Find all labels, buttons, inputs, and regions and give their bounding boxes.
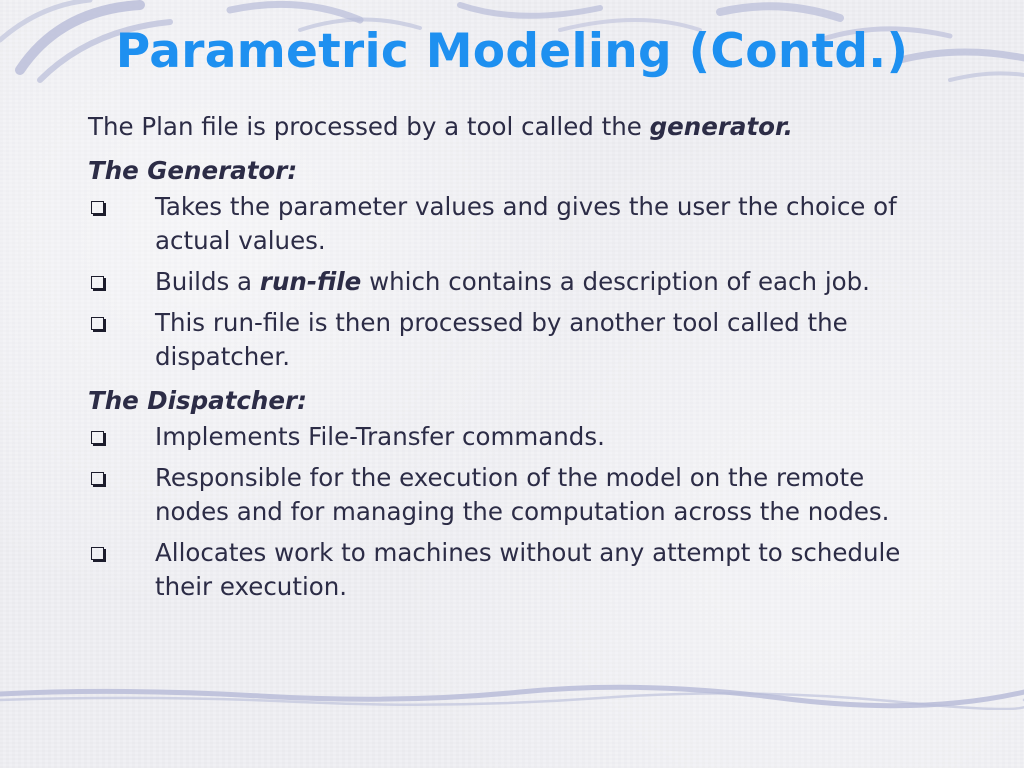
list-item bbox=[88, 461, 928, 529]
hollow-square-bullet-icon bbox=[91, 276, 104, 289]
list-item bbox=[88, 536, 928, 604]
intro-text: The Plan file is processed by a tool called the bbox=[88, 112, 650, 141]
list-item bbox=[88, 420, 928, 454]
section-heading-generator: The Generator: bbox=[88, 156, 298, 185]
run-file-emphasis: run-file bbox=[259, 267, 362, 296]
bullet-text: Allocates work to machines without any attempt to schedule their execution. bbox=[155, 538, 901, 601]
hollow-square-bullet-icon bbox=[91, 547, 104, 560]
bullet-text: Implements File-Transfer commands. bbox=[155, 422, 605, 451]
hollow-square-bullet-icon bbox=[91, 431, 104, 444]
slide-body bbox=[88, 110, 928, 614]
hollow-square-bullet-icon bbox=[91, 472, 104, 485]
generator-bullet-list bbox=[88, 190, 928, 374]
generator-emphasis: generator. bbox=[649, 112, 793, 141]
bullet-text: Responsible for the execution of the model on the remote nodes and for managing the computation across the nodes. bbox=[155, 463, 890, 526]
slide-title: Parametric Modeling (Contd.) bbox=[115, 24, 909, 79]
intro-paragraph bbox=[88, 110, 928, 144]
hollow-square-bullet-icon bbox=[91, 201, 104, 214]
list-item bbox=[88, 306, 928, 374]
list-item bbox=[88, 265, 928, 299]
list-item bbox=[88, 190, 928, 258]
hollow-square-bullet-icon bbox=[91, 317, 104, 330]
dispatcher-bullet-list bbox=[88, 420, 928, 604]
section-heading-dispatcher: The Dispatcher: bbox=[88, 386, 307, 415]
bullet-text: Builds a bbox=[155, 267, 260, 296]
bullet-text: This run-file is then processed by another tool called the dispatcher. bbox=[155, 308, 848, 371]
bullet-text: which contains a description of each job. bbox=[361, 267, 870, 296]
swirl-decoration-bottom bbox=[0, 680, 1024, 710]
bullet-text: Takes the parameter values and gives the user the choice of actual values. bbox=[155, 192, 897, 255]
